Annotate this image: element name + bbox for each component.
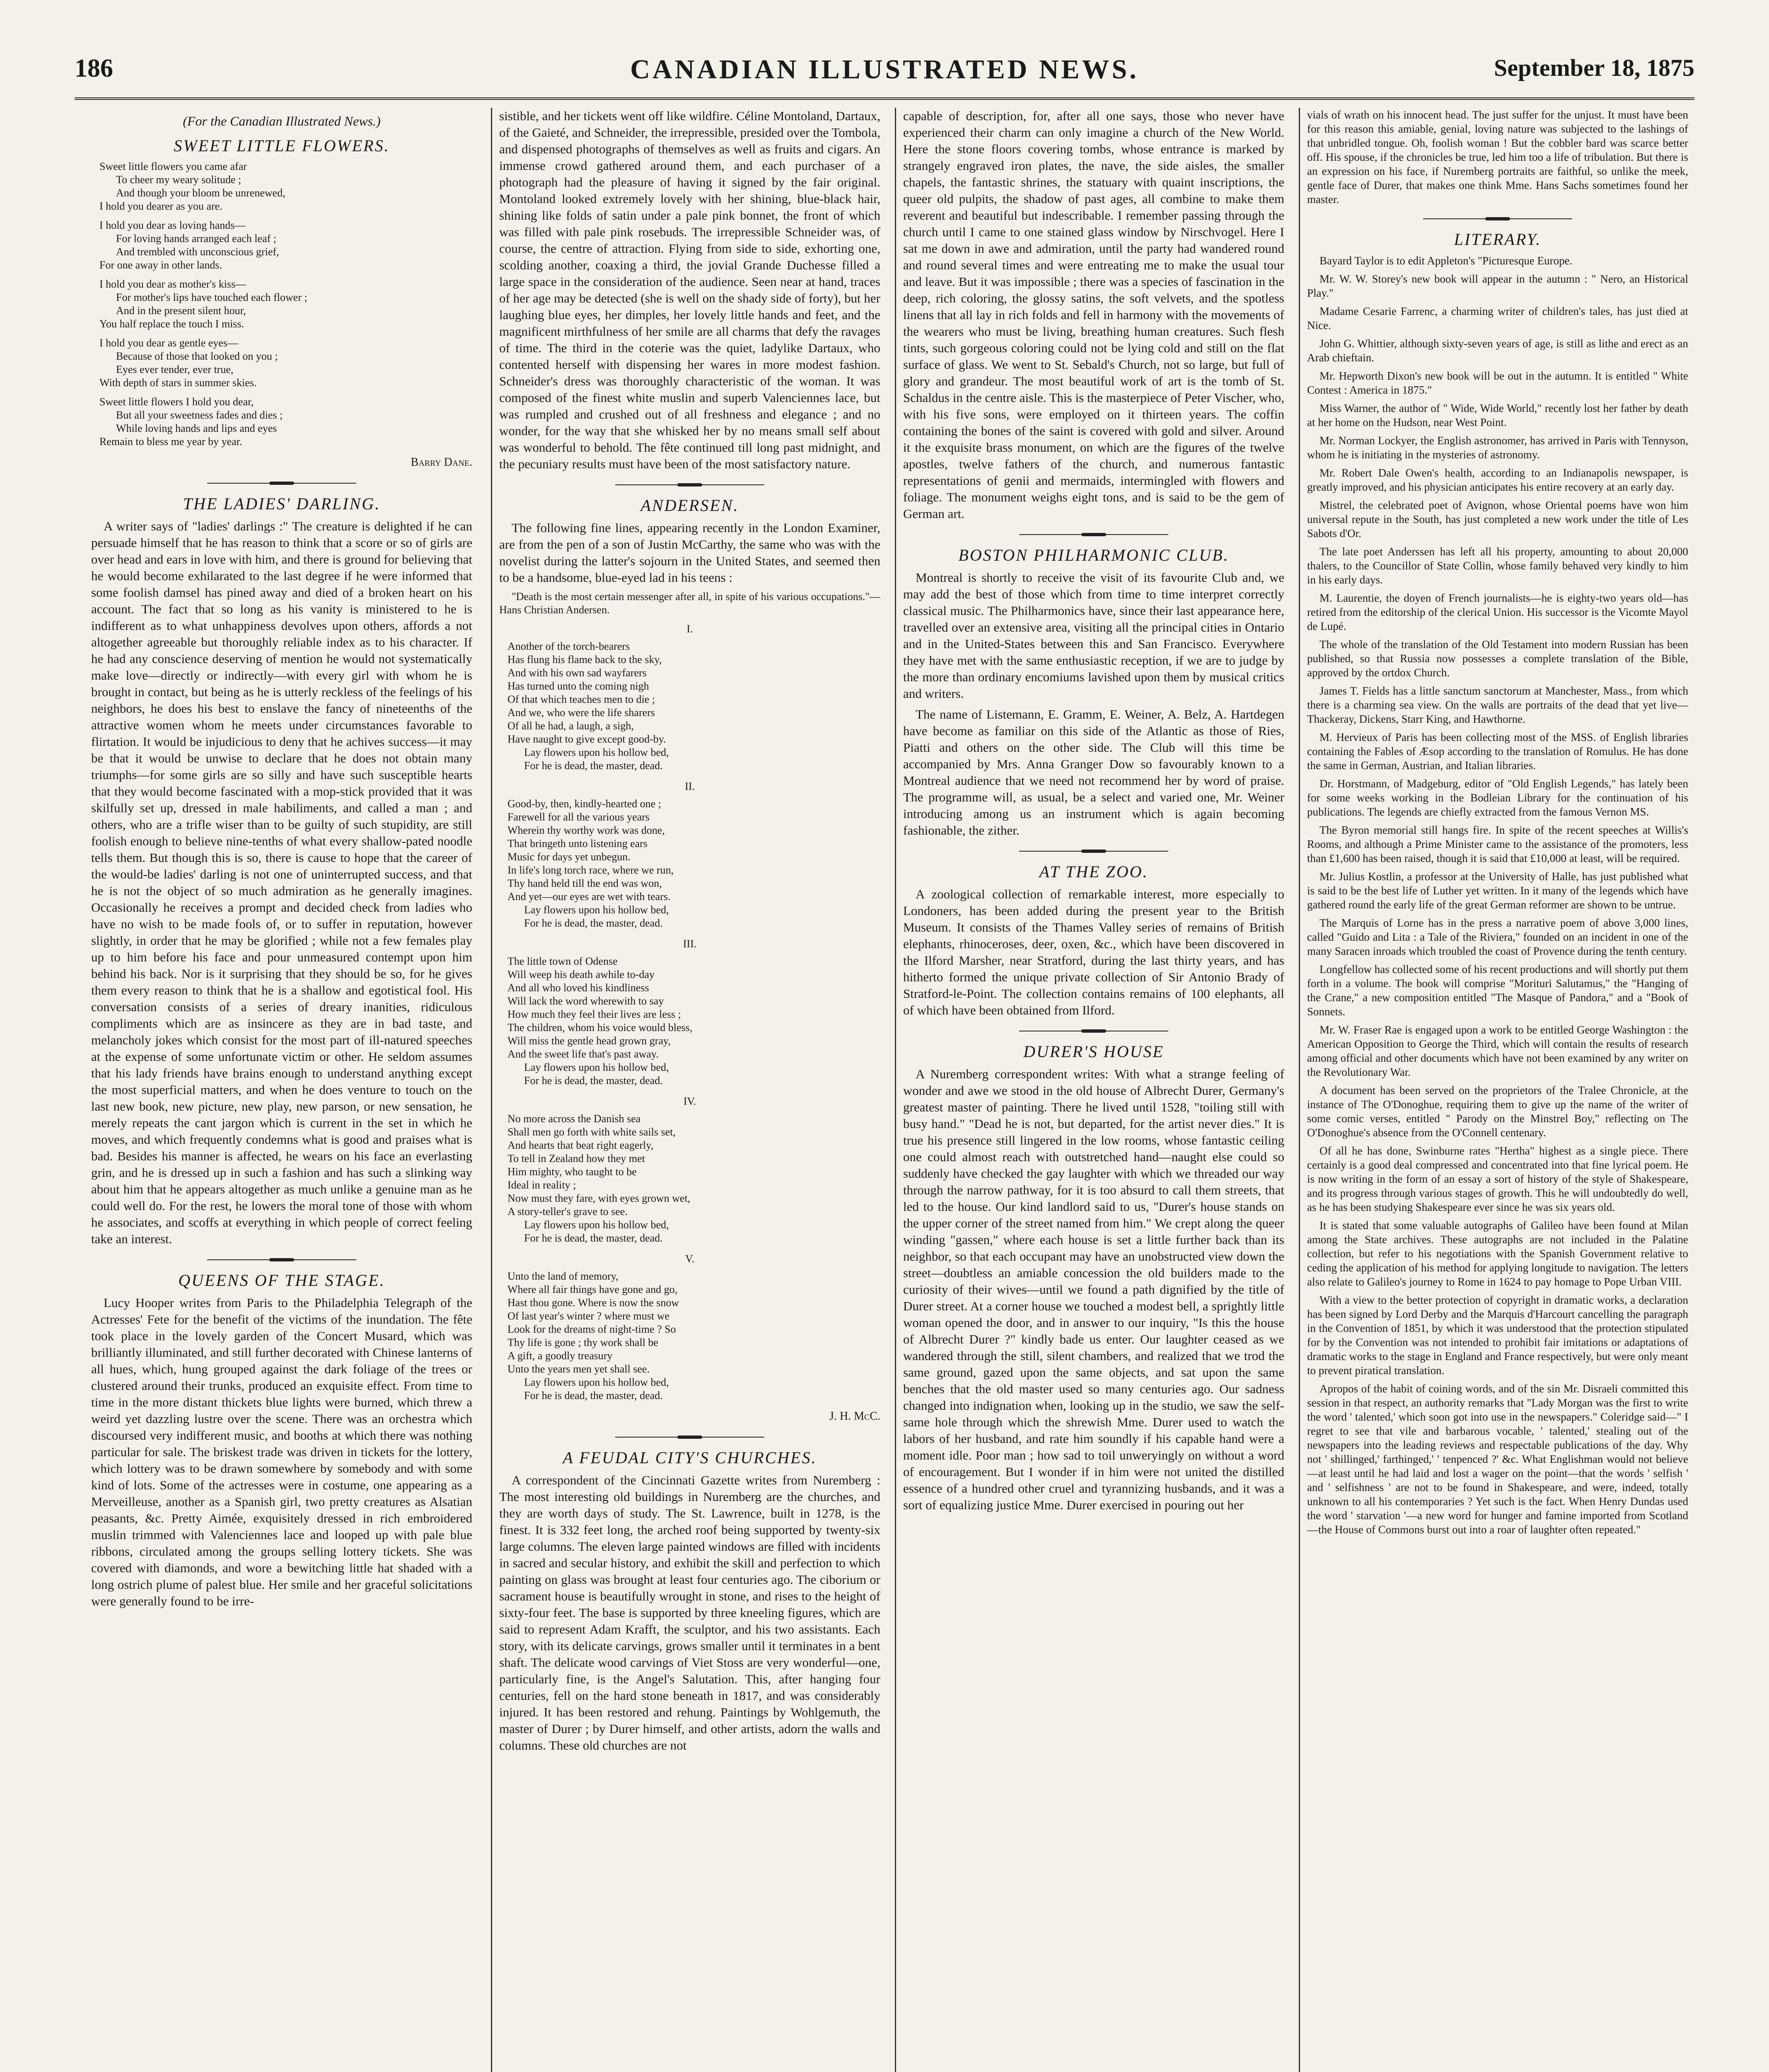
poem-line: Where all fair things have gone and go, xyxy=(508,1283,678,1295)
column-4 xyxy=(1307,108,1688,2072)
article-paragraph: vials of wrath on his innocent head. The just suffer for the unjust. It must have been for this reason this amiable, genial, loving nature was subjected to the lashings of that unbridled tongue. Oh, foolish woman ! But the cobbler bard was scarce better off. His spouse, if the chronicles be true, led him too a life of tribulation. But there is an expression on his face, if Nuremberg portraits are faithful, so unlike the meek, gentle face of Durer, that makes one think Mme. Hans Sachs sometimes found her master. xyxy=(1307,109,1688,206)
poem-refrain: For he is dead, the master, dead. xyxy=(524,917,663,929)
article-paragraph: A correspondent of the Cincinnati Gazette writes from Nuremberg : The most interesting old buildings in Nuremberg are the churches, and they are worth days of study. The St. Lawrence, built in 1278, is the finest. It is 332 feet long, the arched roof being supported by twenty-six large columns. The eleven large painted windows are filled with incidents in sacred and secular history, and exhibit the skill and perfection to which painting on glass was brought at least four centuries ago. The ciborium or sacrament house is beautifully wrought in stone, and rises to the height of sixty-four feet. The base is supported by three kneeling figures, which are said to represent Adam Krafft, the sculptor, and his two assistants. Each story, with its delicate carvings, grows smaller until it terminates in a bent shaft. The delicate wood carvings of Viet Stoss are very wonderful—one, particularly fine, is the Angel's Salutation. This, after hanging four centuries, fell on the hard stone beneath in 1817, and was considerably injured. It has been restored and rehung. Paintings by Wohlgemuth, the master of Durer ; by Durer himself, and other artists, adorn the walls and columns. These old churches are not xyxy=(499,1473,880,1752)
poem-line: And hearts that beat right eagerly, xyxy=(508,1139,654,1151)
poem-line: Look for the dreams of night-time ? So xyxy=(508,1323,676,1335)
column-rule xyxy=(491,108,492,2072)
column-rule xyxy=(1299,108,1300,2072)
poem-line: That bringeth unto listening ears xyxy=(508,838,648,850)
literary-item: Miss Warner, the author of " Wide, Wide World," recently lost her father by death at her home on the Hudson, near West Point. xyxy=(1307,402,1688,428)
literary-item: Mr. Robert Dale Owen's health, according to an Indianapolis newspaper, is greatly improved, and his physician anticipates his entire recovery at an early day. xyxy=(1307,467,1688,493)
poem-line: I hold you dearer as you are. xyxy=(99,200,222,212)
poem-line: And trembled with unconscious grief, xyxy=(116,246,279,258)
literary-item: James T. Fields has a little sanctum sanctorum at Manchester, Mass., from which there is a charming sea view. On the walls are portraits of the dead that yet live—Thackeray, Dickens, Starr King, and Hawthorne. xyxy=(1307,685,1688,725)
poem-refrain: Lay flowers upon his hollow bed, xyxy=(524,746,669,758)
poem-line: To tell in Zealand how they met xyxy=(508,1152,645,1164)
poem-line: With depth of stars in summer skies. xyxy=(99,377,257,389)
poem-line: You half replace the touch I miss. xyxy=(99,318,244,330)
literary-item: M. Laurentie, the doyen of French journalists—he is eighty-two years old—has retired from the editorship of the clerical Union. His successor is the Vicomte Mayol de Lupé. xyxy=(1307,592,1688,632)
poem-line: I hold you dear as gentle eyes— xyxy=(99,337,239,349)
poem-line: No more across the Danish sea xyxy=(508,1113,641,1125)
poem-line: Now must they fare, with eyes grown wet, xyxy=(508,1192,691,1204)
poem-line: Has turned unto the coming nigh xyxy=(508,680,649,692)
article-title-andersen: ANDERSEN. xyxy=(640,496,739,515)
literary-item: With a view to the better protection of copyright in dramatic works, a declaration has been signed by Lord Derby and the Marquis d'Harcourt cancelling the paragraph in the Convention of 1851, by which it was understood that the protection stipulated for by the Convention was not intended to prohibit fair imitations or adaptations of dramatic works to the stage in England and France respectively, but were only meant to prevent piratical translation. xyxy=(1307,1294,1688,1377)
article-paragraph: sistible, and her tickets went off like wildfire. Céline Montoland, Dartaux, of the Gaieté, and Schneider, the irrepressible, presided over the Tombola, and dispensed photographs of themselves as well as fruits and cigars. An immense crowd gathered around them, and each purchaser of a photograph had the pleasure of having it signed by the fair original. Montoland looked extremely lovely with her shining, blue-black hair, shining like folds of satin under a pale pink bonnet, the front of which was filled with pale pink rosebuds. The irrepressible Schneider was, of course, the centre of attraction. Flying from side to side, exhorting one, scolding another, coaxing a third, the jovial Grande Duchesse filled a large space in the consideration of the audience. Seen near at hand, traces of her age may be detected (she is well on the shady side of forty), but her laughing blue eyes, her dimples, her lovely little hands and feet, and the magnificent mirthfulness of her smile are all charms that defy the ravages of time. The third in the coterie was the quiet, ladylike Dartaux, who contented herself with dispensing her wares in more modest fashion. Schneider's dress was thoroughly characteristic of the woman. It was composed of the finest white muslin and superb Valenciennes lace, but was rumpled and crushed out of all freshness and elegance ; and no wonder, for the way that she whisked her by no means small self about was wonderful to behold. The fête continued till long past midnight, and the pecuniary results must have been of the most satisfactory nature. xyxy=(499,109,880,471)
poem-stanza xyxy=(99,160,472,213)
poem-stanza xyxy=(508,955,880,1087)
poem-line: Shall men go forth with white sails set, xyxy=(508,1126,676,1138)
poem-stanza xyxy=(99,219,472,272)
literary-item: Madame Cesarie Farrenc, a charming writer of children's tales, has just died at Nice. xyxy=(1307,305,1688,332)
article-paragraph: Montreal is shortly to receive the visit of its favourite Club and, we may add the best of those which from time to time interpret correctly classical music. The Philharmonics have, since their last appearance here, travelled over an extensive area, visiting all the principal cities in Ontario and in the United-States between this and San Francisco. Everywhere they have met with the same enthusiastic reception, if we are to judge by the more than ordinary encomiums lavished upon them by musical critics and writers. xyxy=(903,570,1284,701)
poem-sweet-little-flowers xyxy=(99,160,472,448)
poem-line: To cheer my weary solitude ; xyxy=(116,174,242,186)
poem-line: Another of the torch-bearers xyxy=(508,640,630,652)
literary-item: A document has been served on the proprietors of the Tralee Chronicle, at the instance of The O'Donoghue, requiring them to give up the name of the writer of some comic verses, entitled " Parody on the Minstrel Boy," reflecting on The O'Donoghue's absence from the O'Connell centenary. xyxy=(1307,1084,1688,1139)
poem-stanza xyxy=(99,336,472,390)
column-rule xyxy=(895,108,896,2072)
poem-line: Eyes ever tender, ever true, xyxy=(116,363,234,375)
stanza-number: III. xyxy=(683,938,697,950)
page-number: 186 xyxy=(75,54,113,82)
poem-line: In life's long torch race, where we run, xyxy=(508,864,674,876)
literary-item: Mr. Julius Kostlin, a professor at the University of Halle, has just published what is said to be the best life of Luther yet written. In it many of the legends which have gathered round the early life of the great German reformer are shown to be untrue. xyxy=(1307,870,1688,911)
article-paragraph: Lucy Hooper writes from Paris to the Philadelphia Telegraph of the Actresses' Fete for the benefit of the victims of the inundation. The fête took place in the lovely garden of the Concert Musard, which was brilliantly illuminated, and still further decorated with Chinese lanterns of all hues, which, hung grouped against the dark foliage of the trees or clustered around their trunks, produced an exquisite effect. From time to time in the more distant thickets blue lights were burned, which threw a weird yet dazzling lustre over the scene. There was an orchestra which discoursed very indifferent music, and booths at which there was nothing particular for sale. The briskest trade was driven in tickets for the lottery, which lottery was to be drawn somewhere by somebody and with some kind of lots. Some of the actresses were in costume, one appearing as a Merveilleuse, another as a Spanish girl, two pretty creatures as Alsatian peasants, &c. Pretty Aimée, exquisitely dressed in rich embroidered muslin trimmed with Valenciennes lace and looped up with pale blue ribbons, circulated among the groups selling lottery tickets. She was covered with diamonds, and wore a bewitching little hat shaded with a long ostrich plume of palest blue. Her smile and her graceful solicitations were generally found to be irre- xyxy=(91,1295,472,1608)
poem-line: And with his own sad wayfarers xyxy=(508,667,647,679)
article-paragraph: The following fine lines, appearing recently in the London Examiner, are from the pen of a son of Justin McCarthy, the same who was with the novelist during the latter's sojourn in the United States, and seemed then to be a handsome, blue-eyed lad in his teens : xyxy=(499,520,880,585)
poem-line: For mother's lips have touched each flower ; xyxy=(116,291,307,303)
poem-line: How much they feel their lives are less ; xyxy=(508,1008,681,1020)
article-paragraph: A Nuremberg correspondent writes: With what a strange feeling of wonder and awe we stood in the old house of Albrecht Durer, Germany's greatest master of painting. There he lived until 1528, "toiling still with busy hand." "Dead he is not, but departed, for the artist never dies." It is true his presence still lingered in the low rooms, whose fantastic ceiling one could almost reach with outstretched hand—naught else could so suddenly have checked the gay laughter with which we threaded our way through the narrow pathway, for it is too absurd to call them streets, that led to the house. Our kind landlord said to us, "Durer's house stands on the upper corner of the street named from him." We crept along the queer winding "gassen," where each house is set a little further back than its neighbor, so that each occupant may have an unobstructed view down the street—doubtless an amiable concession the old builders made to the curiosity of their wives—until we found a path dignified by the title of Durer street. At a corner house we touched a modest bell, a sprightly little woman opened the door, and in answer to our inquiry, "Is this the house of Albrecht Durer ?" kindly bade us enter. Our laughter ceased as we wandered through the still, silent chambers, and realized that we trod the same ground, gazed upon the same objects, and sat upon the same benches that the old master used so many centuries ago. Our sadness changed into indignation when, looking up in the studio, we saw the self-same hole through which the shrewish Mme. Durer used to watch the labors of her husband, and rate him soundly if his capable hand were a moment idle. Poor man ; how sad to toil unweryingly on without a word of encouragement. But I wonder if in him were not united the distilled essence of a hundred other cruel and tyrannizing husbands, and it was a sort of equalizing justice Mme. Durer exercised in pouring out her xyxy=(903,1067,1284,1512)
section-divider xyxy=(1019,1029,1168,1033)
masthead xyxy=(75,54,1694,91)
poem-line: Unto the years men yet shall see. xyxy=(508,1363,650,1375)
literary-item: The late poet Anderssen has left all his property, amounting to about 20,000 thalers, to the Councillor of State Collin, whose family behaved very kindly to him in his early days. xyxy=(1307,545,1688,586)
masthead-rule xyxy=(75,97,1694,100)
poem-refrain: For he is dead, the master, dead. xyxy=(524,1232,663,1244)
poem-line: Will lack the word wherewith to say xyxy=(508,995,664,1007)
poem-line: While loving hands and lips and eyes xyxy=(116,422,277,434)
section-divider xyxy=(615,483,764,487)
literary-item: Mistrel, the celebrated poet of Avignon, whose Oriental poems have won him universal repute in the South, has just completed a new work under the title of Les Sabots d'Or. xyxy=(1307,499,1688,540)
poem-line: Remain to bless me year by year. xyxy=(99,436,242,448)
literary-item: Longfellow has collected some of his recent productions and will shortly put them forth in a volume. The book will comprise "Morituri Salutamus," the "Hanging of the Crane," a new composition entitled "The Masque of Pandora," and a "Book of Sonnets. xyxy=(1307,963,1688,1018)
issue-date: September 18, 1875 xyxy=(1494,54,1694,81)
poem-line: Him mighty, who taught to be xyxy=(508,1166,637,1178)
column-3 xyxy=(903,108,1284,2072)
poem-line: Sweet little flowers I hold you dear, xyxy=(99,396,254,408)
article-paragraph: A writer says of "ladies' darlings :" The creature is delighted if he can persuade himself that he has reason to think that a score or so of girls are over head and ears in love with him, and there is ground for believing that he would become exhilarated to the last degree if he were informed that some foolish damsel has pined away and died of a broken heart on his account. The fact that so long as his vanity is ministered to he is indifferent as to what unhappiness devolves upon others, affords a not altogether agreeable but thoroughly reliable index as to his character. If he had any conscience deserving of mention he would not systematically make love—directly or indirectly—with every girl with whom he is brought in contact, but being as he is utterly reckless of the feelings of his neighbors, he does his best to enslave the fancy of nineteenths of the attractive women whom he meets under circumstances favorable to flirtation. It would be injudicious to deny that he achives success—it may be that it would be unwise to declare that he does not obtain many triumphs—for some girls are so silly and have such susceptible hearts that they would become fascinated with a mop-stick provided that it was skilfully set up, dressed in male habiliments, and called a man ; and others, who are a trifle wiser than to be guilty of such stupidity, are still foolish enough to believe nine-tenths of what every shallow-pated noodle tells them. But though this is so, there is cause to hope that the career of the would-be ladies' darling is not one of uninterrupted success, and that he is not the object of so much admiration as he generally imagines. Occasionally he receives a prompt and decided check from ladies who have no wish to be made fools of, or to suffer in reputation, however slightly, in order that he may be glorified ; while not a few females play up to him before his face and pour unmeasured contempt upon him behind his back. Nor is it surprising that they should be so, for he gives them every reason to think that he is a shallow and egotistical fool. His conversation consists of a series of dreary inanities, ridiculous compliments which are as insincere as they are in bad taste, and melancholy jokes which consist for the most part of ill-natured speeches at the expense of some unfortunate victim or other. He seldom assumes that his lady friends have brains enough to understand anything except the most superficial matters, and when he does venture to touch on the last new book, new picture, new play, new parson, or new sensation, he merely repeats the cant jargon which is current in the set in which he moves, and which frequently condemns what is good and praises what is bad. Besides his manner is affected, he wears on his face an everlasting grin, and he is dressed up in such a fashion and has such a slinking way about him that he appears altogether as much unlike a genuine man as he could well do. For the rest, he lowers the moral tone of those with whom he associates, and scoffs at everything in which people of correct feeling take an interest. xyxy=(91,519,472,1246)
literary-item: M. Hervieux of Paris has been collecting most of the MSS. of English libraries containing the Fables of Æsop according to the translation of Romulus. He has done the same in German, Austrian, and Italian libraries. xyxy=(1307,731,1688,772)
poem-line: Good-by, then, kindly-hearted one ; xyxy=(508,798,661,810)
poem-stanza xyxy=(99,278,472,331)
literary-item: The Byron memorial still hangs fire. In spite of the recent speeches at Willis's Rooms, and although a Prime Minister came to the assistance of the promoters, less than £1,600 has been raised, though it is said that £10,000 at least, will be required. xyxy=(1307,824,1688,864)
poem-line: Thy hand held till the end was won, xyxy=(508,877,662,889)
poem-line: Has flung his flame back to the sky, xyxy=(508,654,662,666)
poem-refrain: For he is dead, the master, dead. xyxy=(524,760,663,772)
poem-line: For one away in other lands. xyxy=(99,259,222,271)
stanza-number: IV. xyxy=(683,1095,696,1107)
literary-item: Bayard Taylor is to edit Appleton's "Picturesque Europe. xyxy=(1320,254,1573,267)
poem-line: And in the present silent hour, xyxy=(116,305,246,317)
poem-line: Farewell for all the various years xyxy=(508,811,650,823)
literary-item: Mr. Hepworth Dixon's new book will be out in the autumn. It is entitled " White Contest : America in 1875." xyxy=(1307,370,1688,396)
epigraph: "Death is the most certain messenger after all, in spite of his various occupations."—Hans Christian Andersen. xyxy=(499,591,880,616)
poem-line: I hold you dear as mother's kiss— xyxy=(99,278,247,290)
literary-item: John G. Whittier, although sixty-seven years of age, is still as lithe and erect as an Arab chieftain. xyxy=(1307,337,1688,364)
column-2 xyxy=(499,108,880,2072)
article-title-boston-philharmonic: BOSTON PHILHARMONIC CLUB. xyxy=(958,546,1229,564)
poem-refrain: Lay flowers upon his hollow bed, xyxy=(524,1219,669,1231)
poem-line: Unto the land of memory, xyxy=(508,1270,619,1282)
poem-signature: Barry Dane. xyxy=(411,456,472,469)
poem-stanza xyxy=(508,1112,880,1245)
article-title-feudal-city: A FEUDAL CITY'S CHURCHES. xyxy=(563,1448,817,1467)
section-divider xyxy=(1019,533,1168,536)
poem-line: Hast thou gone. Where is now the snow xyxy=(508,1297,679,1309)
article-paragraph: The name of Listemann, E. Gramm, E. Weiner, A. Belz, A. Hartdegen have become as familiar on this side of the Atlantic as those of Ries, Piatti and others on the other side. The Club will this time be accompanied by Mrs. Anna Granger Dow so favourably known to a Montreal audience that we need not recommend her by word of praise. The programme will, as usual, be a select and varied one, Mr. Weiner introducing among us an instrument which is again becoming fashionable, the zither. xyxy=(903,707,1284,838)
poem-line: And the sweet life that's past away. xyxy=(508,1048,659,1060)
literary-item: Mr. W. Fraser Rae is engaged upon a work to be entitled George Washington : the American Opposition to George the Third, which will contain the results of research among official and other documents which have not been examined by any writer on the Revolutionary War. xyxy=(1307,1024,1688,1078)
article-paragraph: capable of description, for, after all one says, those who never have experienced their charm can only imagine a church of the New World. Here the stone floors covering tombs, whose entrance is marked by strangely engraved iron plates, the nave, the side aisles, the smaller chapels, the fantastic shrines, the statuary with quaint inscriptions, the queer old pulpits, the shadow of past ages, all combine to make them reverent and beautiful but indescribable. I remember passing through the church until I came to one stained glass window by Nirschvogel. Here I sat me down in awe and admiration, until the party had wandered round and round several times and were entreating me to make the usual tour and leave. But it was impossible ; there was a species of fascination in the deep, rich coloring, the glossy satins, the soft velvets, and the spotless linens that all lay in rich folds and fell in harmony with the movements of the wearers who must be living, breathing human creatures. Such flesh tints, such gorgeous coloring could not be lying cold and still on the flat surface of glass. We went to St. Sebald's Church, not so large, but full of glory and grandeur. The most beautiful work of art is the tomb of St. Schaldus in the centre aisle. This is the masterpiece of Peter Vischer, who, with his five sons, were employed on it thirteen years. The coffin containing the bones of the saint is covered with gold and silver. Around it the exquisite brass monument, on which are the figures of the twelve apostles, twelve fathers of the church, and numerous fantastic representations of genii and mermaids, intermingled with flowers and foliage. The monument weighs eight tons, and is said to be the gem of German art. xyxy=(903,109,1284,521)
poem-line: Thy life is gone ; thy work shall be xyxy=(508,1336,658,1348)
stanza-number: I. xyxy=(686,623,693,635)
poem-stanza xyxy=(99,395,472,448)
poem-line: Will miss the gentle head grown gray, xyxy=(508,1035,671,1047)
poem-refrain: For he is dead, the master, dead. xyxy=(524,1389,663,1402)
poem-stanza xyxy=(508,640,880,772)
literary-item: The whole of the translation of the Old Testament into modern Russian has been published, so that Russia now possesses a complete translation of the Bible, approved by the ortdox Church. xyxy=(1307,638,1688,679)
poem-stanza xyxy=(508,1270,880,1402)
poem-line: But all your sweetness fades and dies ; xyxy=(116,409,283,421)
poem-line: And though your bloom be unrenewed, xyxy=(116,187,285,199)
literary-item: The Marquis of Lorne has in the press a narrative poem of above 3,000 lines, called "Guido and Lita : a Tale of the Riviera," founded on an incident in one of the many Saracen inroads which troubled the coast of Provence during the tenth century. xyxy=(1307,917,1688,957)
literary-item: Mr. W. W. Storey's new book will appear in the autumn : " Nero, an Historical Play." xyxy=(1307,273,1688,299)
poem-refrain: Lay flowers upon his hollow bed, xyxy=(524,904,669,916)
article-title-durers-house: DURER'S HOUSE xyxy=(1023,1042,1164,1061)
poem-line: For loving hands arranged each leaf ; xyxy=(116,232,276,244)
poem-line: I hold you dear as loving hands— xyxy=(99,219,246,231)
poem-stanza xyxy=(508,797,880,930)
section-divider xyxy=(207,1258,356,1261)
literary-item: It is stated that some valuable autographs of Galileo have been found at Milan among the State archives. These autographs are not included in the Palatine collection, but refer to his negotiations with the Spanish Government relative to ceding the application of his method for applying longitude to navigation. The letters also relate to Galileo's journey to Rome in 1624 to pay homage to Pope Urban VIII. xyxy=(1307,1219,1688,1288)
stanza-number: II. xyxy=(685,780,695,792)
poem-refrain: Lay flowers upon his hollow bed, xyxy=(524,1061,669,1073)
section-divider xyxy=(1019,850,1168,853)
literary-item: Apropos of the habit of coining words, and of the sin Mr. Disraeli committed this session in that respect, an authority remarks that "Lady Morgan was the first to write the word ' talented,' which soon got into use in the newspapers." Coleridge said—" I regret to see that vile and barbarous vocable, ' talented,' stealing out of the newspapers into the leading reviews and respectable publications of the day. Why not ' shillinged,' farthinged,' ' tenpenced ?' &c. What Englishman would not believe—at least until he had laid and lost a wager on the point—that the words ' selfish ' and ' selfishness ' are not to be found in Shakespeare, and were, indeed, totally unknown to all his contemporaries ? Yet such is the fact. When Henry Dundas used the word ' starvation '—a new word for hunger and famine imported from Scotland—the House of Commons burst out into a roar of laughter often repeated." xyxy=(1307,1382,1688,1536)
poem-line: Wherein thy worthy work was done, xyxy=(508,824,665,836)
article-paragraph: A zoological collection of remarkable interest, more especially to Londoners, has been added during the present year to the British Museum. It consists of the Thames Valley series of remains of British elephants, rhinoceroses, deer, oxen, &c., which have been discovered in the Ilford Marsher, near Stratford, during the last thirty years, and has hitherto formed the unique private collection of Sir Antonio Brady of Stratford-le-Point. The collection contains remains of 100 elephants, all of which have been obtained from Ilford. xyxy=(903,887,1284,1017)
section-divider xyxy=(615,1435,764,1439)
poem-line: The children, whom his voice would bless, xyxy=(508,1021,693,1034)
poem-line: Have naught to give except good-by. xyxy=(508,733,666,745)
poem-line: Sweet little flowers you came afar xyxy=(99,160,247,172)
poem-line: And yet—our eyes are wet with tears. xyxy=(508,891,671,903)
poem-line: And all who loved his kindliness xyxy=(508,982,649,994)
poem-line: Because of those that looked on you ; xyxy=(116,350,278,362)
poem-line: A gift, a goodly treasury xyxy=(508,1350,613,1362)
poem-line: Music for days yet unbegun. xyxy=(508,851,631,863)
poem-line: The little town of Odense xyxy=(508,955,618,967)
poem-line: And we, who were the life sharers xyxy=(508,707,655,719)
article-title-at-the-zoo: AT THE ZOO. xyxy=(1039,862,1148,881)
column-1 xyxy=(91,108,472,2072)
article-title-queens-of-the-stage: QUEENS OF THE STAGE. xyxy=(178,1271,385,1290)
poem-andersen xyxy=(499,621,880,1402)
poem-line: A story-teller's grave to see. xyxy=(508,1205,628,1218)
literary-item: Mr. Norman Lockyer, the English astronomer, has arrived in Paris with Tennyson, whom he is initiating in the mysteries of astronomy. xyxy=(1307,434,1688,461)
poem-title: SWEET LITTLE FLOWERS. xyxy=(174,136,390,155)
newspaper-title: CANADIAN ILLUSTRATED NEWS. xyxy=(630,54,1139,85)
poem-refrain: Lay flowers upon his hollow bed, xyxy=(524,1376,669,1388)
poem-signature: J. H. McC. xyxy=(829,1410,880,1423)
poem-line: Will weep his death awhile to-day xyxy=(508,968,655,980)
literary-item: Of all he has done, Swinburne rates "Hertha" highest as a single piece. There certainly is a good deal compressed and concentrated into that fine lyrical poem. He is now writing in the form of an essay a sort of history of the style of Shakespeare, and its progress through various stages of growth. This he will undoubtedly do well, as he has been studying Shakespeare ever since he was six years old. xyxy=(1307,1145,1688,1213)
section-divider xyxy=(1423,217,1572,220)
article-title-literary: LITERARY. xyxy=(1454,230,1542,249)
literary-items xyxy=(1307,254,1688,1537)
poem-credit: (For the Canadian Illustrated News.) xyxy=(183,114,381,128)
stanza-number: V. xyxy=(685,1253,694,1265)
article-title-ladies-darling: THE LADIES' DARLING. xyxy=(183,494,381,513)
poem-line: Of all he had, a laugh, a sigh, xyxy=(508,720,634,732)
poem-refrain: For he is dead, the master, dead. xyxy=(524,1075,663,1087)
poem-line: Ideal in reality ; xyxy=(508,1179,576,1191)
poem-line: Of that which teaches men to die ; xyxy=(508,693,655,705)
poem-line: Of last year's winter ? where must we xyxy=(508,1310,669,1322)
literary-item: Dr. Horstmann, of Madgeburg, editor of "Old English Legends," has lately been for some weeks working in the Bodleian Library for the continuation of his publications. The legends are chiefly extracted from the famous Vernon MS. xyxy=(1307,777,1688,818)
section-divider xyxy=(207,482,356,485)
